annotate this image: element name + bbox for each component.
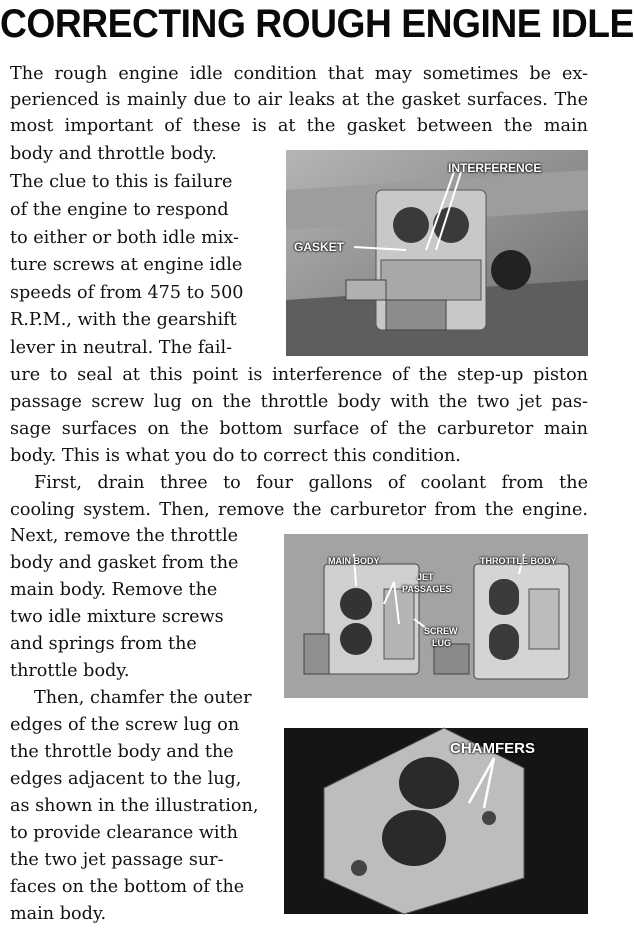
body-line: Then, chamfer the outer xyxy=(34,688,252,708)
main-body-label: MAIN BODY xyxy=(328,556,380,566)
carburetor-photo xyxy=(286,150,588,356)
body-line: the throttle body and the xyxy=(10,742,234,762)
body-line: body and gasket from the xyxy=(10,553,239,573)
chamfers-photo xyxy=(284,728,588,914)
body-line: perienced is mainly due to air leaks at the gasket surfaces. The xyxy=(10,90,588,110)
lug-label: LUG xyxy=(432,638,451,648)
body-line: Next, remove the throttle xyxy=(10,526,239,546)
body-line: as shown in the illustration, xyxy=(10,796,259,816)
throttle-body-label: THROTTLE BODY xyxy=(480,556,557,566)
gasket-label: GASKET xyxy=(294,240,345,254)
body-line: and springs from the xyxy=(10,634,197,654)
interference-label: INTERFERENCE xyxy=(448,161,542,175)
body-line: main body. Remove the xyxy=(10,580,218,600)
body-line: lever in neutral. The fail- xyxy=(10,338,233,358)
body-line: main body. xyxy=(10,904,107,924)
passages-label: PASSAGES xyxy=(402,584,452,594)
page-title: CORRECTING ROUGH ENGINE IDLE xyxy=(0,2,634,46)
chamfers-label: CHAMFERS xyxy=(450,740,535,757)
body-line: to provide clearance with xyxy=(10,823,238,843)
body-line: to either or both idle mix- xyxy=(10,228,239,248)
body-line: ture screws at engine idle xyxy=(10,255,243,275)
body-line: The clue to this is failure xyxy=(10,172,233,192)
body-line: The rough engine idle condition that may sometimes be ex- xyxy=(10,64,588,84)
jet-label: JET xyxy=(417,572,434,582)
body-line: edges adjacent to the lug, xyxy=(10,769,242,789)
screw-label: SCREW xyxy=(424,626,458,636)
body-line: faces on the bottom of the xyxy=(10,877,245,897)
body-line: the two jet passage sur- xyxy=(10,850,224,870)
body-line: passage screw lug on the throttle body with the two jet pas- xyxy=(10,392,588,412)
body-line: speeds of from 475 to 500 xyxy=(10,283,244,303)
body-line: body. This is what you do to correct this condition. xyxy=(10,446,461,466)
body-line: sage surfaces on the bottom surface of the carburetor main xyxy=(10,419,588,439)
body-line: ure to seal at this point is interference of the step-up piston xyxy=(10,365,588,385)
body-line: throttle body. xyxy=(10,661,130,681)
body-line: First, drain three to four gallons of coolant from the xyxy=(34,473,588,493)
body-line: R.P.M., with the gearshift xyxy=(10,310,237,330)
body-line: of the engine to respond xyxy=(10,200,229,220)
body-line: edges of the screw lug on xyxy=(10,715,240,735)
body-line: body and throttle body. xyxy=(10,144,217,164)
body-line: most important of these is at the gasket between the main xyxy=(10,116,588,136)
chamfers-art xyxy=(284,728,588,914)
body-line: two idle mixture screws xyxy=(10,607,224,627)
body-line: cooling system. Then, remove the carburetor from the engine. xyxy=(10,500,588,520)
main-and-throttle-body-photo xyxy=(284,534,588,698)
